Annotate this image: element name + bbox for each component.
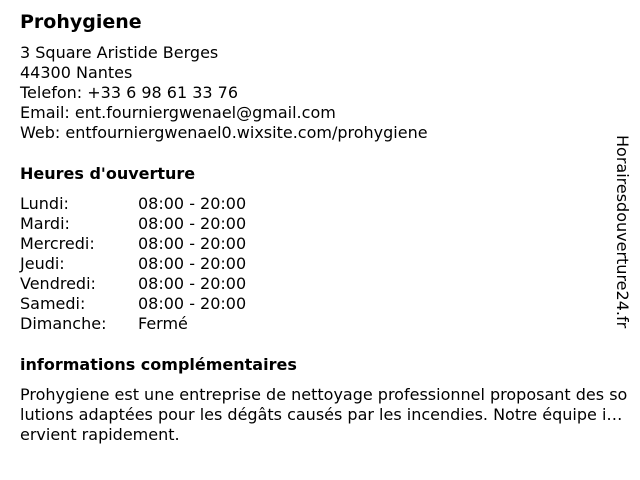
hours-time: Fermé [138,314,188,333]
hours-day: Lundi: [20,194,69,213]
hours-day: Samedi: [20,294,86,313]
address-city: 44300 Nantes [20,63,133,82]
site-watermark: Horairesdouverture24.fr [613,135,632,329]
hours-day: Jeudi: [20,254,65,273]
opening-hours-title: Heures d'ouverture [20,164,196,183]
hours-time: 08:00 - 20:00 [138,294,247,313]
web-line[interactable]: Web: entfourniergwenael0.wixsite.com/prohygiene [20,123,428,142]
hours-row-tuesday [20,214,630,234]
address-street: 3 Square Aristide Berges [20,43,219,62]
hours-day: Mercredi: [20,234,95,253]
hours-day: Mardi: [20,214,70,233]
hours-row-sunday [20,314,630,334]
hours-row-wednesday [20,234,630,254]
hours-row-saturday [20,294,630,314]
hours-time: 08:00 - 20:00 [138,274,247,293]
hours-time: 08:00 - 20:00 [138,214,247,233]
hours-row-friday [20,274,630,294]
email-line[interactable]: Email: ent.fourniergwenael@gmail.com [20,103,336,122]
additional-info-title: informations complémentaires [20,355,297,374]
business-name: Prohygiene [20,11,142,33]
phone-line[interactable]: Telefon: +33 6 98 61 33 76 [20,83,239,102]
hours-time: 08:00 - 20:00 [138,234,247,253]
hours-time: 08:00 - 20:00 [138,254,247,273]
business-description: Prohygiene est une entreprise de nettoyage professionnel proposant des solutions adaptées pour les dégâts causés par les incendies. Notre équipe intervient rapidement. [20,385,628,444]
hours-time: 08:00 - 20:00 [138,194,247,213]
opening-hours-list [20,194,630,334]
hours-row-thursday [20,254,630,274]
hours-day: Vendredi: [20,274,96,293]
business-content [20,10,630,444]
hours-day: Dimanche: [20,314,107,333]
hours-row-monday [20,194,630,214]
